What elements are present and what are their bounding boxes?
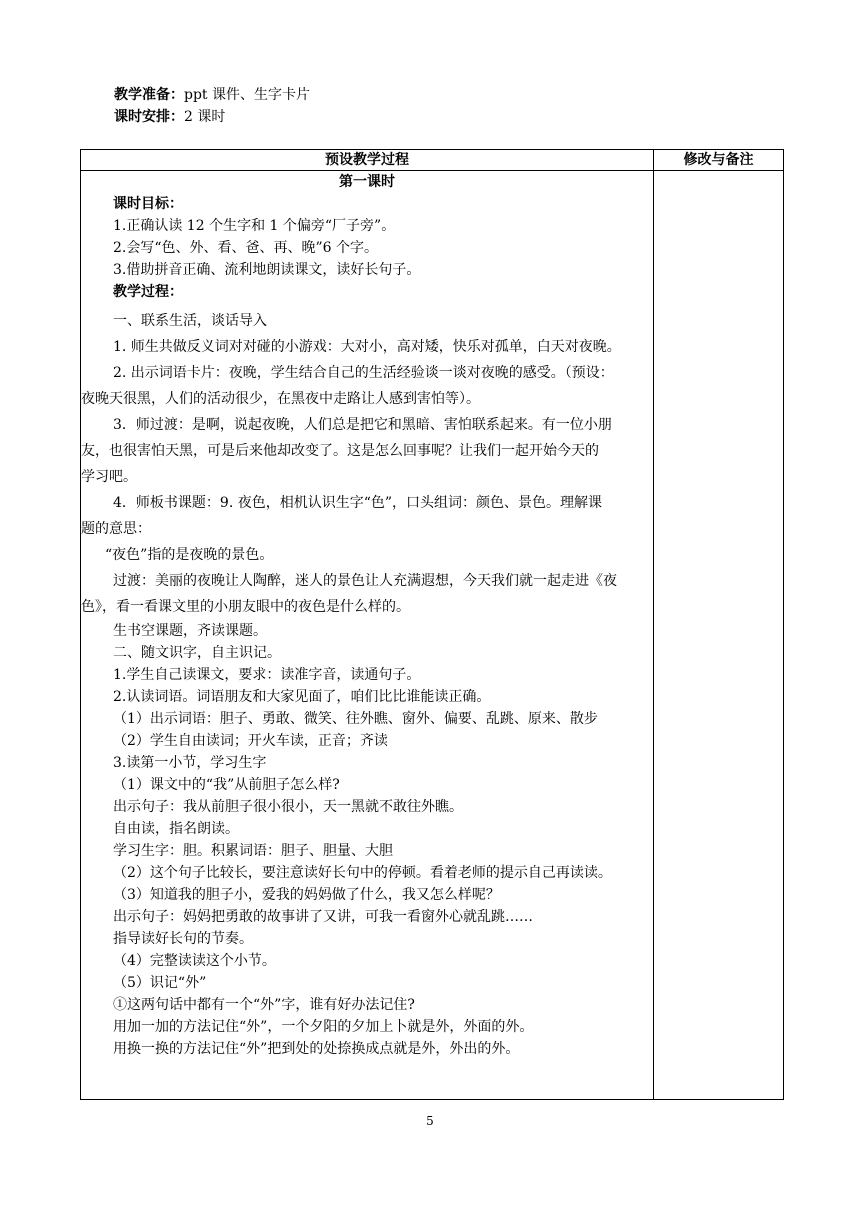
notes-cell: [654, 171, 784, 1100]
text-line: （3）知道我的胆子小，爱我的妈妈做了什么，我又怎么样呢？: [113, 887, 500, 903]
section-heading: 二、随文识字，自主识记。: [113, 645, 281, 661]
text-line: 1. 师生共做反义词对对碰的小游戏：大对小，高对矮，快乐对孤单，白天对夜晚。: [113, 339, 621, 355]
text-line: “夜色”指的是夜晚的景色。: [105, 547, 274, 563]
text-line: 自由读，指名朗读。: [113, 821, 239, 837]
table-body-row: [81, 171, 784, 1100]
text-line: 2.认读词语。词语朋友和大家见面了，咱们比比谁能读正确。: [113, 689, 491, 705]
text-line: 学习生字：胆。积累词语：胆子、胆量、大胆: [113, 843, 393, 859]
schedule-value: 2 课时: [184, 109, 226, 125]
table-header-row: [81, 150, 784, 171]
text-line: （1）出示词语：胆子、勇敢、微笑、往外瞧、窗外、偏要、乱跳、原来、散步: [113, 711, 598, 727]
text-line: 色》，看一看课文里的小朋友眼中的夜色是什么样的。: [81, 599, 410, 615]
lesson-title: 第一课时: [339, 174, 395, 190]
objective-item: 1.正确认读 12 个生字和 1 个偏旁“厂子旁”。: [113, 218, 396, 234]
header-notes: 修改与备注: [654, 150, 784, 171]
process-cell: [81, 171, 654, 1100]
text-line: 友，也很害怕天黑，可是后来他却改变了。这是怎么回事呢？让我们一起开始今天的: [81, 443, 599, 459]
text-line: 用加一加的方法记住“外”，一个夕阳的夕加上卜就是外，外面的外。: [113, 1019, 534, 1035]
objective-item: 3.借助拼音正确、流利地朗读课文，读好长句子。: [113, 262, 421, 278]
materials-line: [114, 84, 310, 106]
text-line: 3.读第一小节，学习生字: [113, 755, 267, 771]
objective-item: 2.会写“色、外、看、爸、再、晚”6 个字。: [113, 240, 379, 256]
text-line: 生书空课题，齐读课题。: [113, 623, 267, 639]
text-line: 夜晚天很黑，人们的活动很少，在黑夜中走路让人感到害怕等）。: [81, 391, 480, 407]
teaching-plan-table: [80, 149, 784, 1100]
objectives-heading: 课时目标：: [113, 196, 183, 212]
text-line: （2）这个句子比较长，要注意读好长句中的停顿。看着老师的提示自己再读读。: [113, 865, 612, 881]
text-line: 出示句子：我从前胆子很小很小，天一黑就不敢往外瞧。: [113, 799, 463, 815]
text-line: （1）课文中的“我”从前胆子怎么样?: [113, 777, 340, 793]
text-line: 1.学生自己读课文，要求：读准字音，读通句子。: [113, 667, 421, 683]
text-line: 4．师板书课题：9. 夜色，相机认识生字“色”，口头组词：颜色、景色。理解课: [113, 495, 603, 511]
text-line: 用换一换的方法记住“外”把到处的处捺换成点就是外，外出的外。: [113, 1041, 520, 1057]
schedule-line: [114, 106, 310, 128]
text-line: （5）识记“外”: [113, 975, 207, 991]
materials-value: ppt 课件、生字卡片: [184, 87, 310, 103]
text-line: 指导读好长句的节奏。: [113, 931, 253, 947]
header-process: 预设教学过程: [81, 150, 654, 171]
schedule-label: 课时安排：: [114, 109, 184, 125]
text-line: 2. 出示词语卡片：夜晚，学生结合自己的生活经验谈一谈对夜晚的感受。（预设：: [113, 365, 614, 381]
text-line: 过渡：美丽的夜晚让人陶醉，迷人的景色让人充满遐想，今天我们就一起走进《夜: [113, 573, 617, 589]
process-heading: 教学过程：: [113, 284, 183, 300]
page-number: 5: [426, 1114, 434, 1128]
text-line: （4）完整读读这个小节。: [113, 953, 276, 969]
materials-label: 教学准备：: [114, 87, 184, 103]
text-line: （2）学生自由读词；开火车读，正音；齐读: [113, 733, 388, 749]
text-line: 题的意思：: [81, 521, 151, 537]
text-line: 学习吧。: [81, 469, 137, 485]
text-line: 3．师过渡：是啊，说起夜晚，人们总是把它和黑暗、害怕联系起来。有一位小朋: [113, 417, 612, 433]
section-heading: 一、联系生活，谈话导入: [113, 313, 267, 329]
text-line: 出示句子：妈妈把勇敢的故事讲了又讲，可我一看窗外心就乱跳……: [113, 909, 533, 925]
text-line: ①这两句话中都有一个“外”字，谁有好办法记住?: [113, 997, 415, 1013]
lesson-prep: [114, 84, 310, 128]
